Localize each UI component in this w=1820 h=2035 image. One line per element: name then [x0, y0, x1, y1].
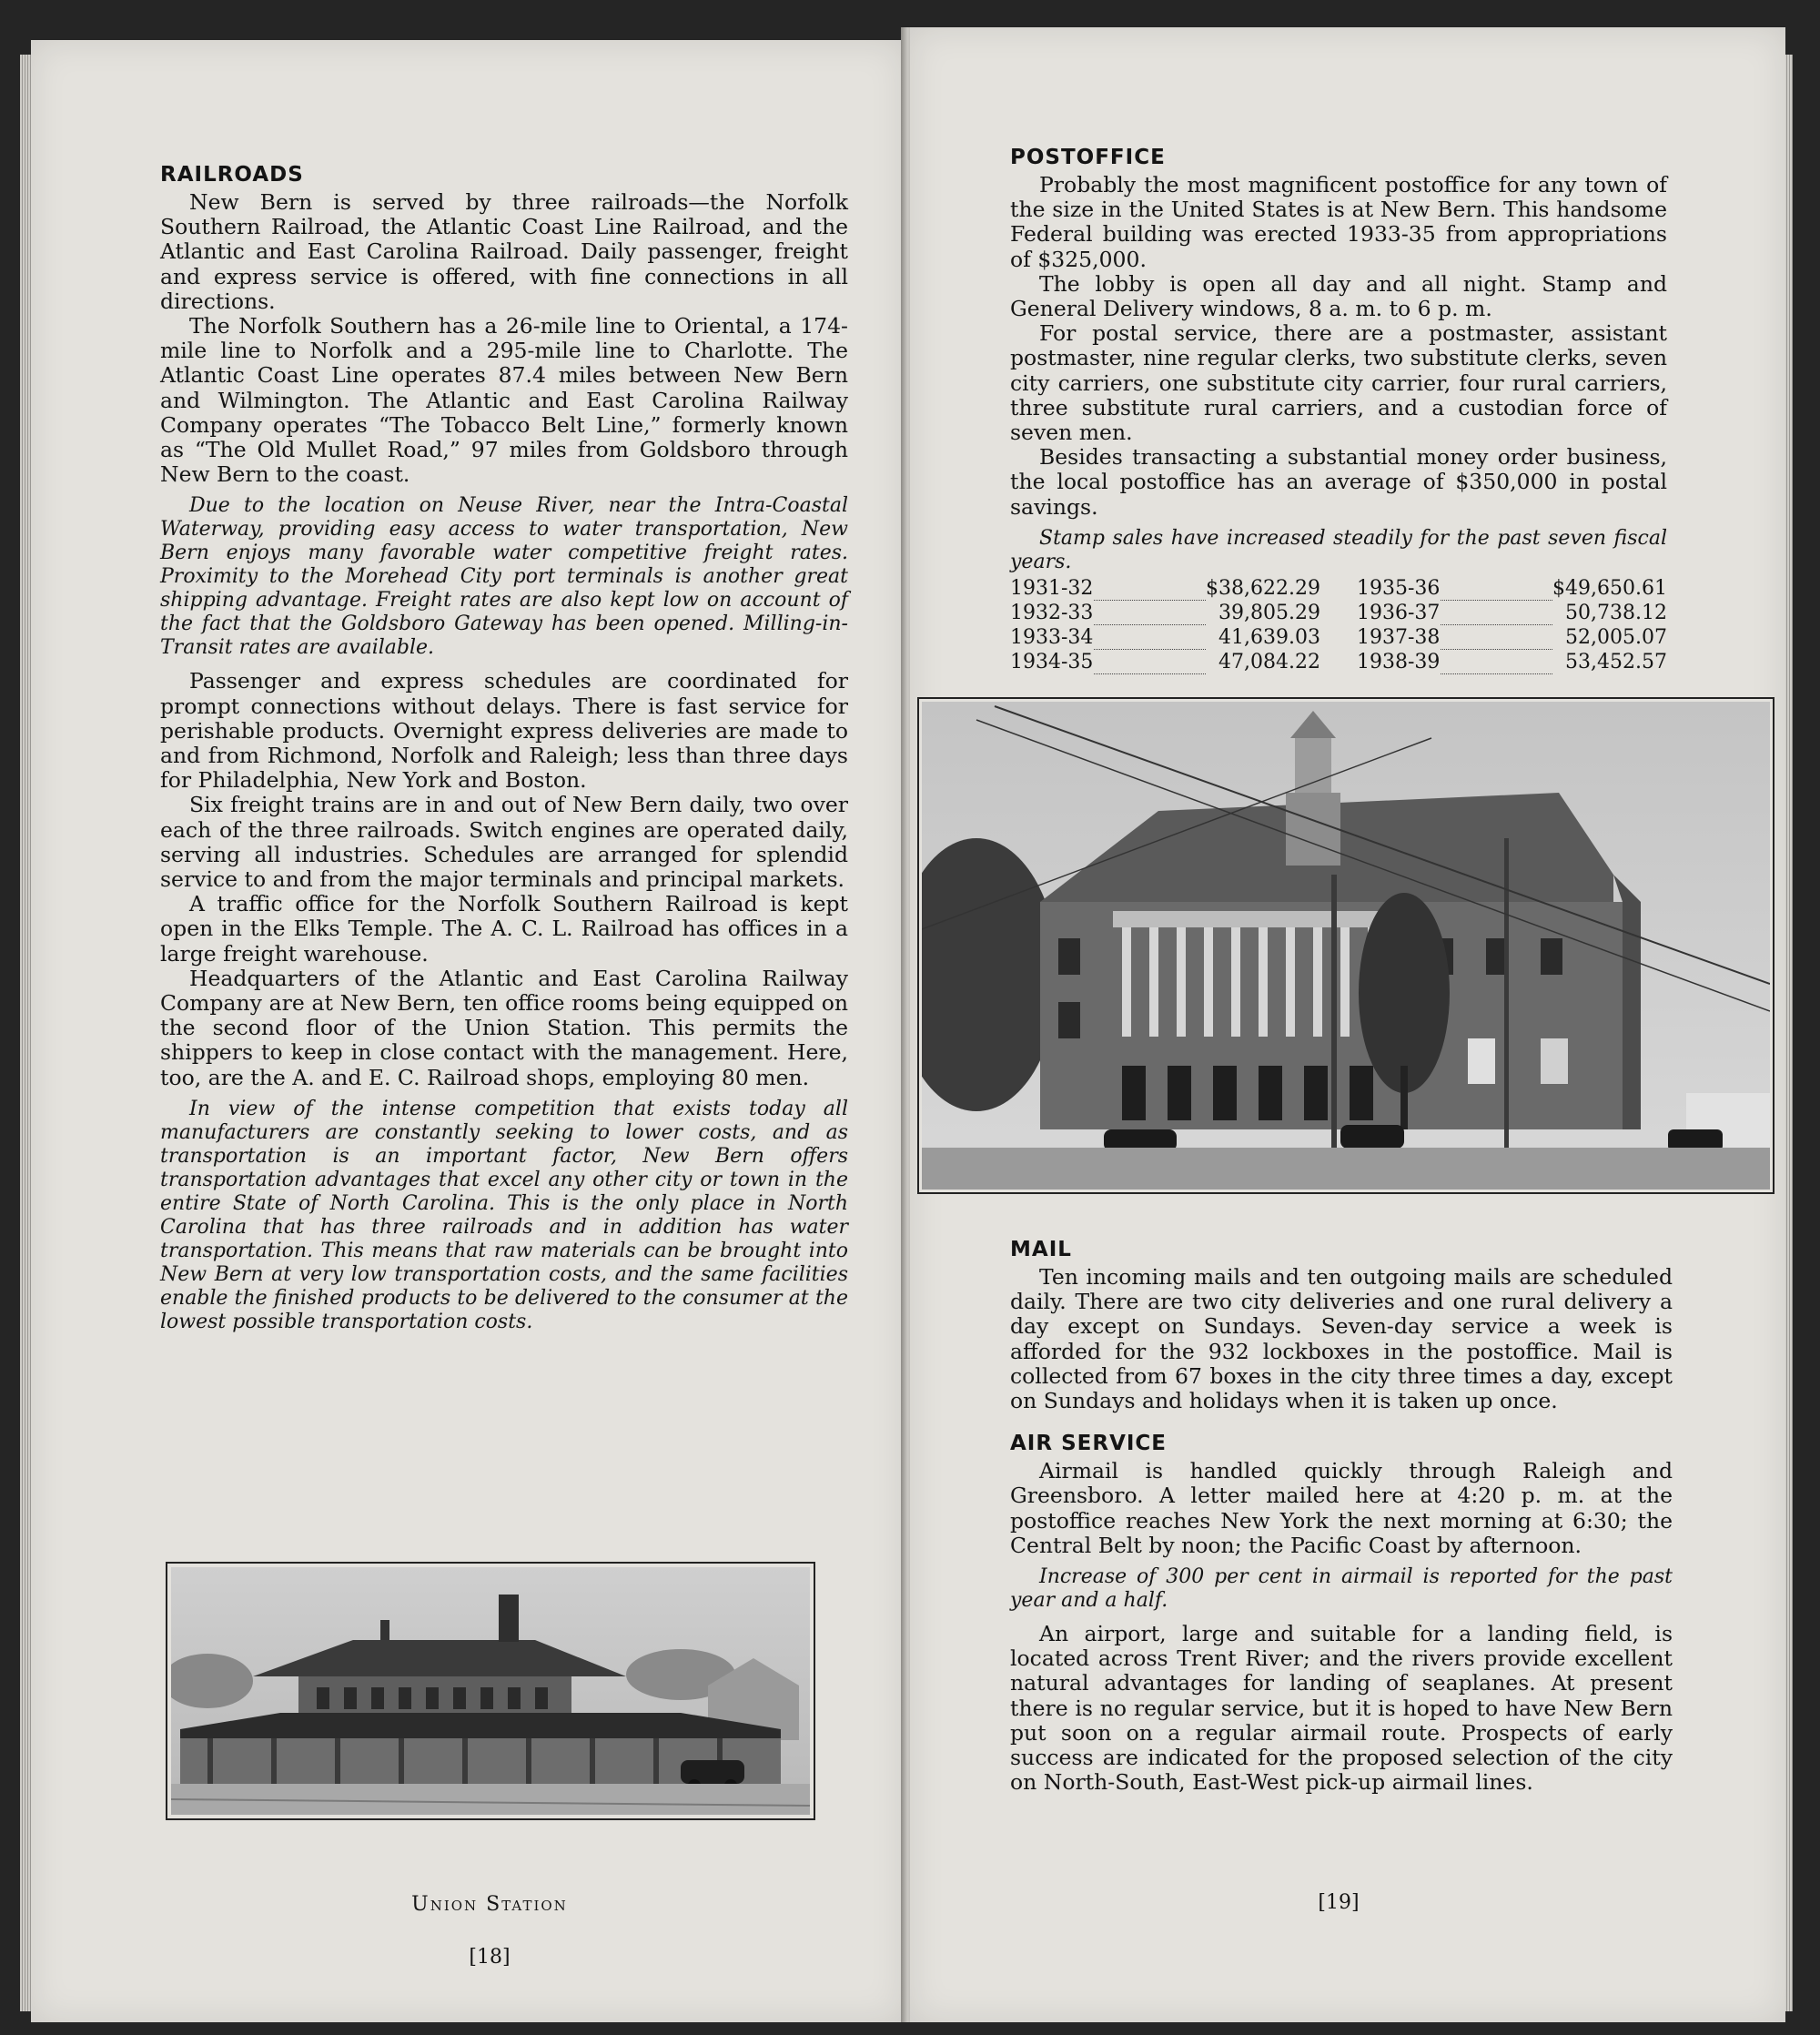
- postoffice-paragraph: Besides transacting a substantial money order business, the local postoffice has an average of $350,000 in postal savings.: [1010, 444, 1667, 520]
- railroads-italic-summary: In view of the intense competition that exists today all manufacturers are constantly seeking to lower costs, and as transportation is an important factor, New Bern offers transportation advantages that excel any other city or town in the entire State of North Carolina. This is the only place in North Carolina that has three railroads and in addition has water transportation. This means that raw materials can be brought into New Bern at very low transportation costs, and the same facilities enable the finished products to be delivered to the consumer at the lowest possible transportation costs.: [160, 1097, 848, 1333]
- railroads-paragraph: A traffic office for the Norfolk Southern Railroad is kept open in the Elks Temple. The A. C. L. Railroad has offices in a large freight warehouse.: [160, 891, 848, 967]
- airmail-increase-note: Increase of 300 per cent in airmail is reported for the past year and a half.: [1010, 1565, 1673, 1613]
- mail-paragraph: Ten incoming mails and ten outgoing mails are scheduled daily. There are two city deliveries and one rural delivery a day except on Sundays. Seven-day service a week is afforded for the 932 lockboxes in the postoffice. Mail is collected from 67 boxes in the city three times a day, except on Sundays and holidays when it is taken up once.: [1010, 1264, 1673, 1414]
- railroads-section: [160, 163, 848, 1343]
- postoffice-heading: POSTOFFICE: [1010, 146, 1166, 169]
- railroads-heading: RAILROADS: [160, 163, 304, 187]
- postoffice-paragraph: For postal service, there are a postmaster, assistant postmaster, nine regular clerks, two substitute clerks, seven city carriers, one substitute city carrier, four rural carriers, three substitute rural carriers, and a custodian force of seven men.: [1010, 320, 1667, 446]
- page-number-left: [18]: [469, 1946, 511, 1969]
- railroads-paragraph: Headquarters of the Atlantic and East Carolina Railway Company are at New Bern, ten office rooms being equipped on the second floor of the Union Station. This permits the shippers to keep in close contact with the management. Here, too, are the A. and E. C. Railroad shops, employing 80 men.: [160, 965, 848, 1090]
- union-station-caption: Union Station: [411, 1893, 568, 1916]
- postoffice-photo: [917, 697, 1774, 1194]
- page-number-right: [19]: [1318, 1891, 1360, 1914]
- railroads-italic-note: Due to the location on Neuse River, near the Intra-Coastal Waterway, providing easy access to water transportation, New Bern enjoys many favorable water competitive freight rates. Proximity to the Morehead City port terminals is another great shipping advantage. Freight rates are also kept low on account of the fact that the Goldsboro Gateway has been opened. Milling-in-Transit rates are available.: [160, 494, 848, 660]
- table-row: 1932-33 39,805.29 1936-37 50,738.12: [1010, 601, 1667, 624]
- railroads-paragraph: Passenger and express schedules are coordinated for prompt connections without delays. There is fast service for perishable products. Overnight express deliveries are made to and from Richmond, Norfolk and Raleigh; less than three days for Philadelphia, New York and Boston.: [160, 668, 848, 794]
- air-service-paragraph: Airmail is handled quickly through Raleigh and Greensboro. A letter mailed here at 4:20 p. m. at the postoffice reaches New York the next morning at 6:30; the Central Belt by noon; the Pacific Coast by afternoon.: [1010, 1458, 1673, 1558]
- stamp-sales-note: Stamp sales have increased steadily for the past seven fiscal years.: [1010, 526, 1667, 573]
- mail-air-section: [1010, 1238, 1673, 1795]
- union-station-photo: [166, 1562, 815, 1820]
- postoffice-section: [1010, 146, 1667, 674]
- left-page: [31, 40, 905, 2022]
- table-row: 1934-35 47,084.22 1938-39 53,452.57: [1010, 650, 1667, 673]
- railroads-paragraph: The Norfolk Southern has a 26-mile line to Oriental, a 174-mile line to Norfolk and a 295-mile line to Charlotte. The Atlantic Coast Line operates 87.4 miles between New Bern and Wilmington. The Atlantic and East Carolina Railway Company operates “The Tobacco Belt Line,” formerly known as “The Old Mullet Road,” 97 miles from Goldsboro through New Bern to the coast.: [160, 313, 848, 488]
- postoffice-paragraph: The lobby is open all day and all night. Stamp and General Delivery windows, 8 a. m. to 6 p. m.: [1010, 270, 1667, 322]
- air-service-heading: AIR SERVICE: [1010, 1432, 1168, 1456]
- table-row: 1931-32 $38,622.29 1935-36 $49,650.61: [1010, 576, 1667, 600]
- right-page: [910, 27, 1785, 2022]
- postoffice-paragraph: Probably the most magnificent postoffice for any town of the size in the United States is at New Bern. This handsome Federal building was erected 1933-35 from appropriations of $325,000.: [1010, 172, 1667, 272]
- stamp-sales-table: [1010, 576, 1667, 675]
- railroads-paragraph: Six freight trains are in and out of New Bern daily, two over each of the three railroads. Switch engines are operated daily, serving all industries. Schedules are arranged for splendid service to and from the major terminals and principal markets.: [160, 792, 848, 893]
- mail-heading: MAIL: [1010, 1238, 1072, 1261]
- air-service-paragraph: An airport, large and suitable for a landing field, is located across Trent River; and the rivers provide excellent natural advantages for landing of seaplanes. At present there is no regular service, but it is hoped to have New Bern put soon on a regular airmail route. Prospects of early success are indicated for the proposed selection of the city on North-South, East-West pick-up airmail lines.: [1010, 1621, 1673, 1796]
- railroads-paragraph: New Bern is served by three railroads—the Norfolk Southern Railroad, the Atlantic Coast Line Railroad, and the Atlantic and East Carolina Railroad. Daily passenger, freight and express service is offered, with fine connections in all directions.: [160, 189, 848, 314]
- table-row: 1933-34 41,639.03 1937-38 52,005.07: [1010, 625, 1667, 649]
- left-page-edges: [20, 55, 31, 2011]
